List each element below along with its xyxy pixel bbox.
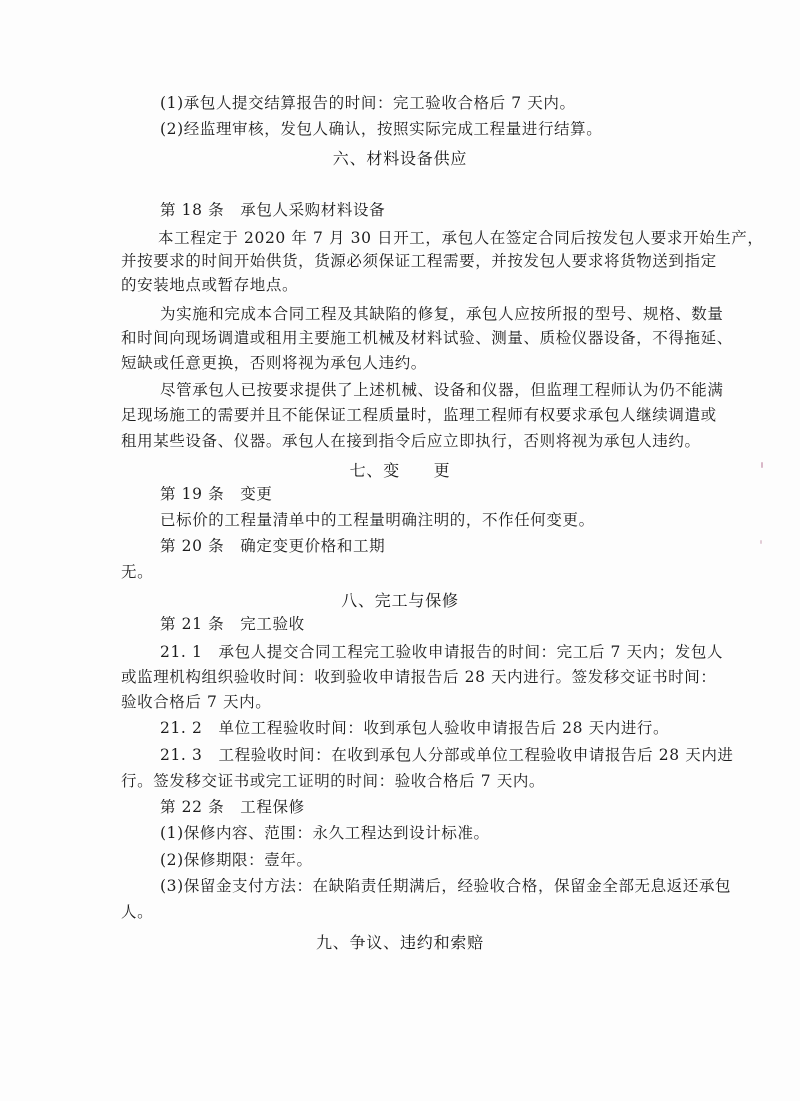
- scan-mark: [760, 540, 762, 544]
- text-line: 短缺或任意更换，否则将视为承包人违约。: [121, 354, 427, 372]
- text-line: 无。: [121, 563, 154, 581]
- text-line: 足现场施工的需要并且不能保证工程质量时，监理工程师有权要求承包人继续调遣或: [121, 406, 717, 424]
- scan-mark: [761, 462, 763, 468]
- text-line: 验收合格后 7 天内。: [121, 693, 272, 711]
- article-title: 第 20 条 确定变更价格和工期: [160, 537, 386, 555]
- text-line: 或监理机构组织验收时间：收到验收申请报告后 28 天内进行。签发移交证书时间：: [121, 668, 717, 686]
- text-line: (2)经监理审核，发包人确认，按照实际完成工程量进行结算。: [160, 120, 603, 138]
- section-heading: 六、材料设备供应: [332, 149, 468, 168]
- text-line: 的安装地点或暂存地点。: [121, 276, 299, 294]
- text-line: (3)保留金支付方法：在缺陷责任期满后，经验收合格，保留金全部无息返还承包: [160, 877, 732, 895]
- text-line: 21. 1 承包人提交合同工程完工验收申请报告的时间：完工后 7 天内；发包人: [160, 643, 724, 661]
- article-title: 第 18 条 承包人采购材料设备: [160, 201, 386, 219]
- text-line: 租用某些设备、仪器。承包人在接到指令后应立即执行，否则将视为承包人违约。: [121, 432, 701, 450]
- text-line: 为实施和完成本合同工程及其缺陷的修复，承包人应按所报的型号、规格、数量: [160, 305, 724, 323]
- text-line: 21. 3 工程验收时间：在收到承包人分部或单位工程验收申请报告后 28 天内进: [160, 746, 734, 764]
- text-line: 行。签发移交证书或完工证明的时间：验收合格后 7 天内。: [121, 772, 546, 790]
- article-title: 第 22 条 工程保修: [160, 798, 305, 816]
- section-heading: 九、争议、违约和索赔: [315, 933, 484, 952]
- text-line: 人。: [121, 903, 154, 921]
- text-line: 21. 2 单位工程验收时间：收到承包人验收申请报告后 28 天内进行。: [160, 719, 670, 737]
- text-line: 本工程定于 2020 年 7 月 30 日开工，承包人在签定合同后按发包人要求开始生产，: [158, 229, 764, 247]
- text-line: 已标价的工程量清单中的工程量明确注明的，不作任何变更。: [160, 511, 595, 529]
- text-line: (2)保修期限：壹年。: [160, 851, 313, 869]
- text-line: 并按要求的时间开始供货，货源必须保证工程需要，并按发包人要求将货物送到指定: [121, 252, 717, 270]
- section-heading: 八、完工与保修: [341, 591, 459, 610]
- section-heading: 七、变 更: [349, 461, 451, 480]
- text-line: 和时间向现场调遣或租用主要施工机械及材料试验、测量、质检仪器设备，不得拖延、: [121, 329, 733, 347]
- article-title: 第 21 条 完工验收: [160, 615, 305, 633]
- text-line: 尽管承包人已按要求提供了上述机械、设备和仪器，但监理工程师认为仍不能满: [160, 381, 724, 399]
- article-title: 第 19 条 变更: [160, 485, 273, 503]
- text-line: (1)承包人提交结算报告的时间：完工验收合格后 7 天内。: [160, 94, 576, 112]
- text-line: (1)保修内容、范围：永久工程达到设计标准。: [160, 824, 490, 842]
